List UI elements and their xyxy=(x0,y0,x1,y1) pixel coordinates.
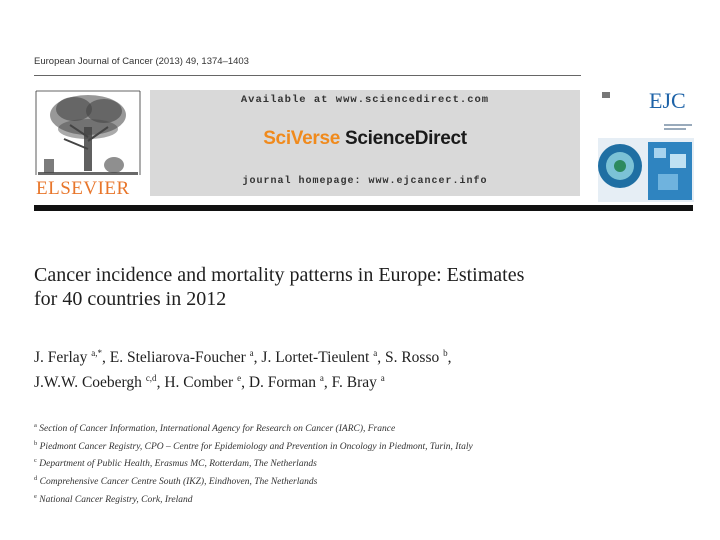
header-rule xyxy=(34,75,581,76)
author-affiliation-mark: a,* xyxy=(91,348,103,358)
affiliation-mark: a xyxy=(34,422,37,429)
author-affiliation-mark: a xyxy=(249,348,254,358)
affiliation-list xyxy=(34,419,654,507)
affiliation-item xyxy=(34,437,654,455)
sciencedirect-banner xyxy=(150,90,580,196)
affiliation-mark: e xyxy=(34,492,37,500)
author-separator: , xyxy=(102,349,110,367)
affiliation-item xyxy=(34,472,654,490)
affiliation-text: Department of Public Health, Erasmus MC, Rotterdam, The Netherlands xyxy=(39,459,317,470)
affiliation-mark: d xyxy=(34,474,38,482)
author-separator: , xyxy=(156,374,165,392)
affiliation-item xyxy=(34,454,654,472)
author-separator: , xyxy=(323,374,332,392)
affiliation-text: National Cancer Registry, Cork, Ireland xyxy=(39,494,193,505)
authors-line-1 xyxy=(34,343,684,368)
affiliation-text: Comprehensive Cancer Centre South (IKZ), Eindhoven, The Netherlands xyxy=(39,477,318,488)
author-name[interactable]: D. Forman xyxy=(248,374,316,392)
author-affiliation-mark: c,d xyxy=(145,373,157,384)
author-affiliation-mark: e xyxy=(237,373,242,384)
author-separator: , xyxy=(447,349,452,367)
author-affiliation-mark: a xyxy=(319,373,324,384)
header-divider xyxy=(34,205,693,211)
author-name[interactable]: S. Rosso xyxy=(384,349,440,367)
sciencedirect-label: ScienceDirect xyxy=(345,128,467,149)
author-name[interactable]: E. Steliarova-Foucher xyxy=(109,349,246,367)
article-title xyxy=(34,263,674,311)
author-affiliation-mark: a xyxy=(380,373,385,384)
author-name[interactable]: J. Ferlay xyxy=(34,349,88,367)
author-list xyxy=(34,343,684,393)
author-separator: , xyxy=(241,374,249,392)
affiliation-text: Section of Cancer Information, International Agency for Research on Cancer (IARC), France xyxy=(39,424,396,435)
affiliation-item xyxy=(34,490,654,508)
affiliation-text: Piedmont Cancer Registry, CPO – Centre for Epidemiology and Prevention in Oncology in Piedmont, Turin, Italy xyxy=(39,441,473,452)
author-name[interactable]: F. Bray xyxy=(331,374,377,392)
elsevier-wordmark: ELSEVIER xyxy=(36,178,130,199)
affiliation-mark: c xyxy=(34,457,37,465)
elsevier-tree-icon xyxy=(34,89,142,179)
journal-homepage-text: journal homepage: www.ejcancer.info xyxy=(242,176,488,187)
author-separator: , xyxy=(253,349,262,367)
journal-reference: European Journal of Cancer (2013) 49, 1374–1403 xyxy=(34,56,249,67)
author-name[interactable]: J. Lortet-Tieulent xyxy=(261,349,370,367)
author-affiliation-mark: a xyxy=(373,348,378,358)
ejc-logo: EJC xyxy=(649,88,686,113)
title-line-2: for 40 countries in 2012 xyxy=(34,288,227,310)
authors-line-2 xyxy=(34,368,684,393)
title-line-1: Cancer incidence and mortality patterns in Europe: Estimates xyxy=(34,264,525,286)
available-at-text: Available at www.sciencedirect.com xyxy=(240,94,490,106)
author-affiliation-mark: b xyxy=(443,348,448,358)
author-separator: , xyxy=(377,349,385,367)
affiliation-item xyxy=(34,419,654,437)
affiliation-mark: b xyxy=(34,439,38,447)
sciverse-label: SciVerse xyxy=(263,128,341,149)
author-name[interactable]: J.W.W. Coebergh xyxy=(34,374,142,392)
sciencedirect-logo xyxy=(150,128,580,150)
author-name[interactable]: H. Comber xyxy=(164,374,234,392)
